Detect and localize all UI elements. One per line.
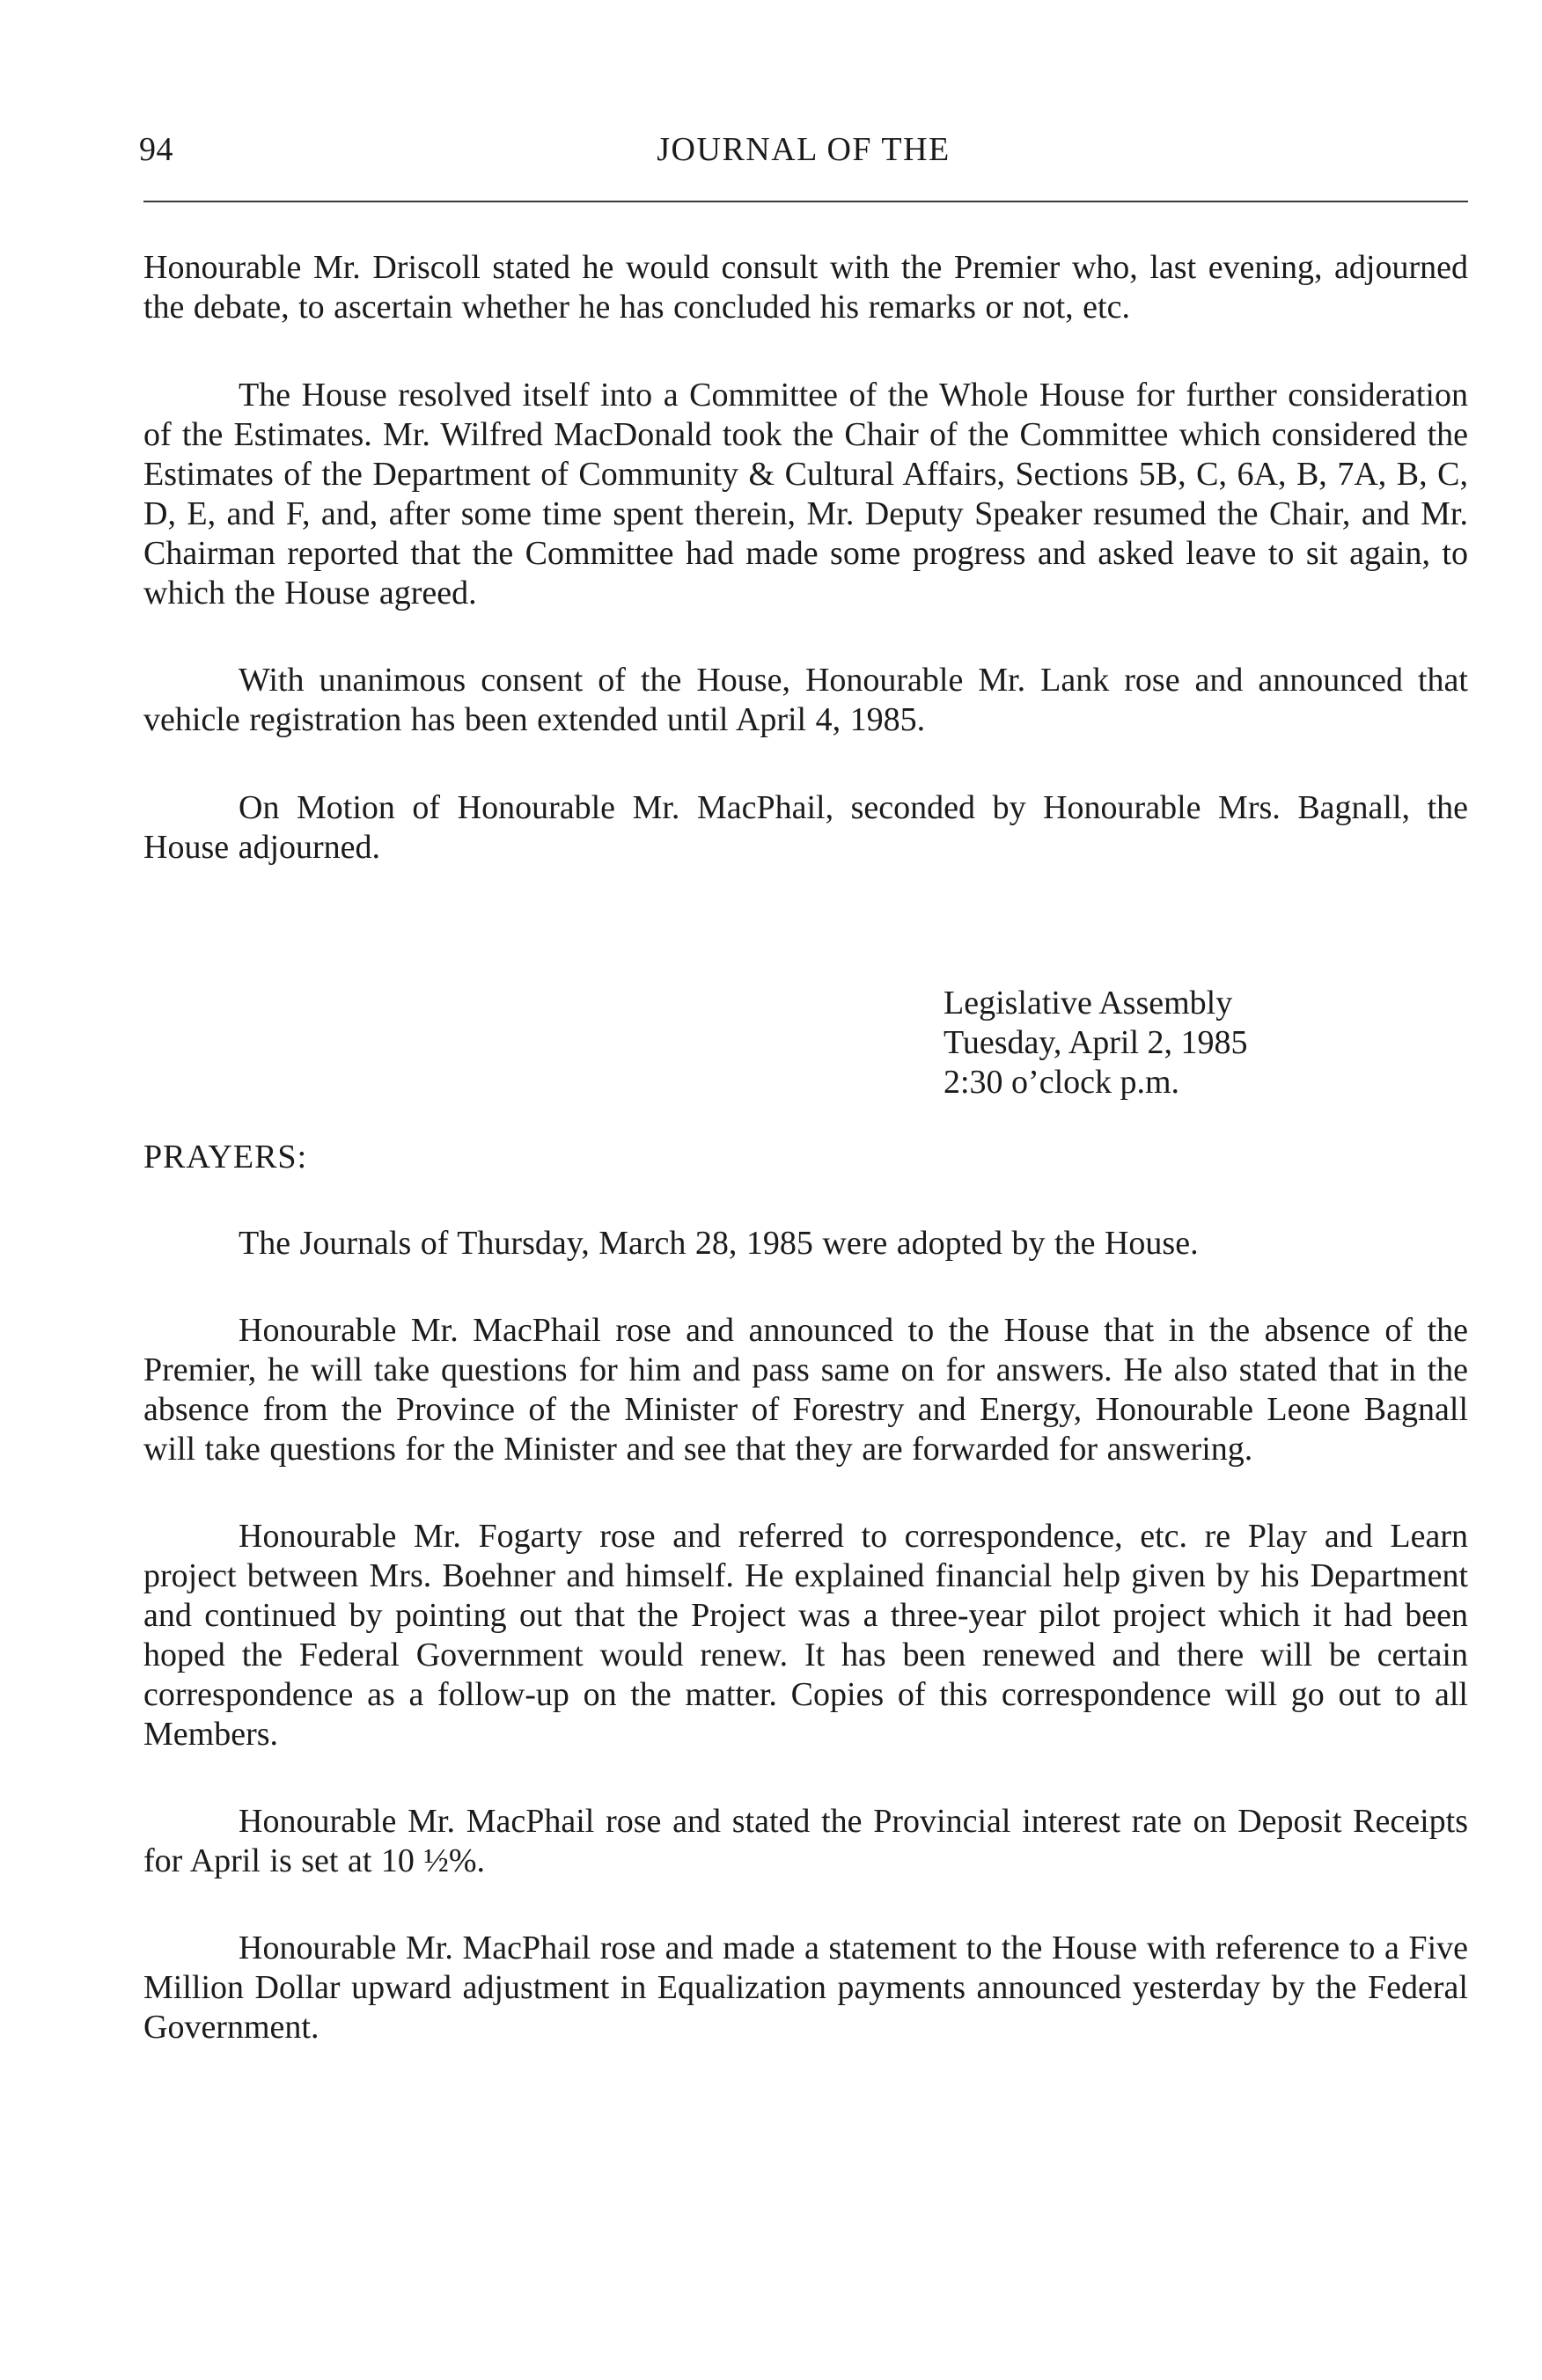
paragraph-adjournment: On Motion of Honourable Mr. MacPhail, seconded by Honourable Mrs. Bagnall, the House adjourned. [143,789,1468,866]
journal-title: JOURNAL OF THE [657,131,951,168]
paragraph-driscoll: Honourable Mr. Driscoll stated he would consult with the Premier who, last evening, adjourned the debate, to ascertain whether he has concluded his remarks or not, etc. [143,249,1468,326]
header-rule [143,201,1468,202]
running-head [139,130,1468,178]
journal-body [143,248,1468,2047]
paragraph-macphail-questions: Honourable Mr. MacPhail rose and announced to the House that in the absence of the Premier, he will take questions for him and pass same on for answers. He also stated that in the absence from the Province of the Minister of Forestry and Energy, Honourable Leone Bagnall will take questions for the Minister and see that they are forwarded for answering. [143,1312,1468,1468]
sitting-date: Tuesday, April 2, 1985 [944,1024,1248,1061]
prayers-heading: PRAYERS: [143,1139,308,1175]
page-number: 94 [139,131,173,168]
sitting-assembly: Legislative Assembly [944,985,1233,1022]
paragraph-equalization: Honourable Mr. MacPhail rose and made a statement to the House with reference to a Five Million Dollar upward adjustment in Equalization payments announced yesterday by the Federal Government. [143,1930,1468,2046]
paragraph-committee-estimates: The House resolved itself into a Committee of the Whole House for further consideration of the Estimates. Mr. Wilfred MacDonald took the Chair of the Committee which considered the Estimates of the Department of Community & Cultural Affairs, Sections 5B, C, 6A, B, 7A, B, C, D, E, and F, and, after some time spent therein, Mr. Deputy Speaker resumed the Chair, and Mr. Chairman reported that the Committee had made some progress and asked leave to sit again, to which the House agreed. [143,377,1468,611]
paragraph-fogarty-play-and-learn: Honourable Mr. Fogarty rose and referred to correspondence, etc. re Play and Learn project between Mrs. Boehner and himself. He explained financial help given by his Department and continued by pointing out that the Project was a three-year pilot project which it had been hoped the Federal Government would renew. It has been renewed and there will be certain correspondence as a follow-up on the matter. Copies of this correspondence will go out to all Members. [143,1518,1468,1753]
sitting-time: 2:30 o’clock p.m. [944,1064,1180,1101]
paragraph-interest-rate: Honourable Mr. MacPhail rose and stated the Provincial interest rate on Deposit Receipts for April is set at 10 ½%. [143,1803,1468,1879]
paragraph-journals-adopted: The Journals of Thursday, March 28, 1985 were adopted by the House. [239,1225,1199,1262]
paragraph-vehicle-registration: With unanimous consent of the House, Honourable Mr. Lank rose and announced that vehicle registration has been extended until April 4, 1985. [143,662,1468,738]
sitting-dateline [944,984,1468,1102]
